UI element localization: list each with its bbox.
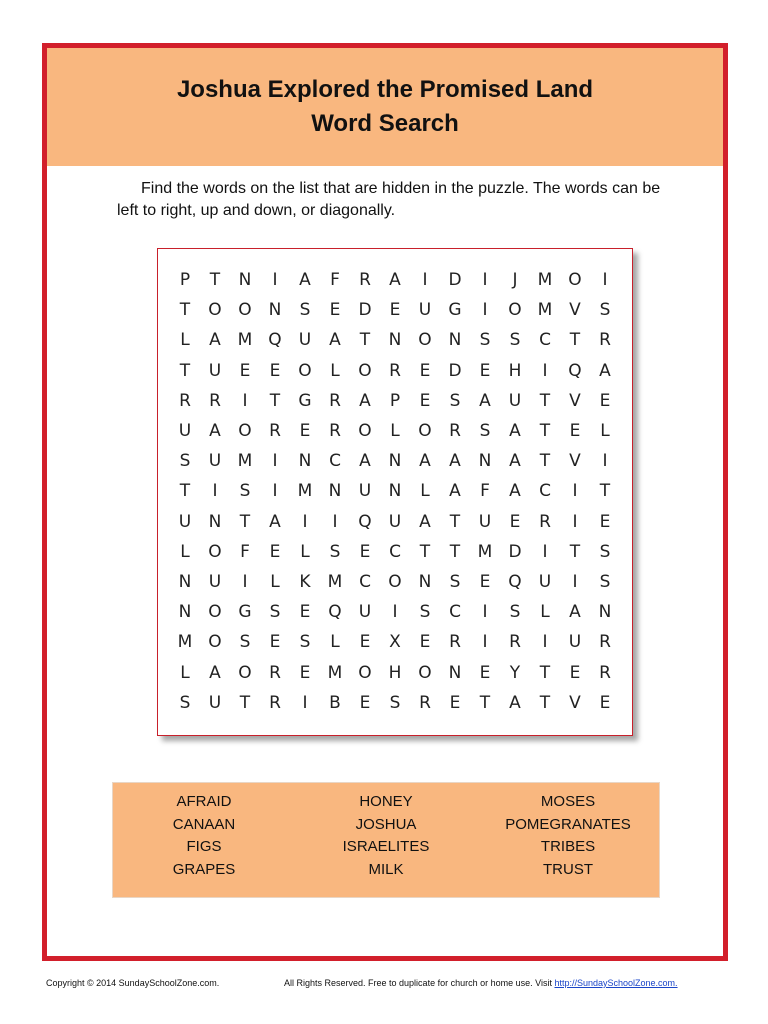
instructions-text: Find the words on the list that are hidden in the puzzle. The words can be left to right, up and down, or diagonally. [117, 180, 661, 219]
word-item: HONEY [359, 793, 413, 810]
grid-letter: X [389, 632, 401, 653]
grid-letter: S [599, 541, 611, 562]
grid-letter: S [299, 632, 311, 653]
grid-letter: I [482, 300, 488, 321]
grid-letter: R [179, 390, 191, 411]
grid-letter: S [389, 692, 401, 713]
grid-letter: R [269, 662, 281, 683]
grid-letter: L [600, 421, 610, 442]
grid-letter: I [572, 481, 578, 502]
grid-letter: Q [568, 360, 582, 381]
grid-letter: T [269, 390, 281, 411]
grid-letter: T [359, 330, 371, 351]
grid-letter: T [209, 270, 221, 291]
grid-letter: R [449, 632, 461, 653]
grid-letter: O [208, 632, 222, 653]
word-item: AFRAID [176, 793, 232, 810]
grid-letter: D [508, 541, 522, 562]
grid-letter: Q [508, 571, 522, 592]
grid-letter: E [299, 602, 311, 623]
grid-letter: E [359, 541, 371, 562]
grid-letter: N [448, 330, 462, 351]
grid-letter: O [208, 300, 222, 321]
grid-letter: E [359, 632, 371, 653]
grid-letter: A [569, 602, 581, 623]
grid-letter: E [569, 421, 581, 442]
rights-notice [284, 978, 678, 988]
grid-letter: R [209, 390, 221, 411]
grid-letter: L [330, 360, 340, 381]
grid-letter: I [542, 632, 548, 653]
grid-letter: T [479, 692, 491, 713]
grid-letter: H [508, 360, 522, 381]
grid-letter: I [482, 270, 488, 291]
word-item: FIGS [186, 838, 222, 855]
grid-letter: N [478, 451, 492, 472]
grid-letter: N [268, 300, 282, 321]
grid-letter: E [359, 692, 371, 713]
grid-letter: M [537, 270, 553, 291]
grid-letter: N [388, 481, 402, 502]
copyright-text: Copyright © 2014 SundaySchoolZone.com. [46, 978, 220, 988]
grid-letter: A [449, 451, 461, 472]
sundayschoolzone-link[interactable]: http://SundaySchoolZone.com. [554, 978, 678, 988]
grid-letter: A [509, 421, 521, 442]
grid-letter: S [599, 571, 611, 592]
grid-letter: A [479, 390, 491, 411]
grid-letter: A [419, 511, 431, 532]
grid-letter: N [208, 511, 222, 532]
grid-letter: N [298, 451, 312, 472]
grid-letter: A [509, 692, 521, 713]
grid-letter: R [599, 330, 611, 351]
grid-letter: Q [328, 602, 342, 623]
grid-letter: R [359, 270, 371, 291]
grid-letter: A [419, 451, 431, 472]
grid-letter: U [508, 390, 522, 411]
word-item: TRIBES [540, 838, 596, 855]
letter-grid [170, 265, 620, 718]
grid-letter: A [269, 511, 281, 532]
grid-letter: V [569, 692, 581, 713]
grid-letter: T [539, 451, 551, 472]
grid-letter: N [328, 481, 342, 502]
grid-letter: L [180, 662, 190, 683]
grid-letter: R [599, 632, 611, 653]
grid-letter: S [269, 602, 281, 623]
grid-letter: O [358, 662, 372, 683]
grid-letter: T [539, 692, 551, 713]
grid-letter: M [177, 632, 193, 653]
grid-letter: T [539, 662, 551, 683]
grid-letter: U [208, 692, 222, 713]
grid-letter: O [418, 421, 432, 442]
grid-letter: O [418, 330, 432, 351]
grid-letter: E [569, 662, 581, 683]
grid-letter: I [572, 571, 578, 592]
grid-letter: E [299, 421, 311, 442]
grid-letter: T [179, 360, 191, 381]
grid-letter: K [299, 571, 311, 592]
grid-letter: O [358, 360, 372, 381]
grid-letter: I [602, 451, 608, 472]
grid-letter: R [389, 360, 401, 381]
grid-letter: O [208, 541, 222, 562]
grid-letter: I [332, 511, 338, 532]
grid-letter: S [419, 602, 431, 623]
grid-letter: S [479, 421, 491, 442]
grid-letter: I [542, 541, 548, 562]
grid-letter: T [449, 511, 461, 532]
grid-letter: I [242, 571, 248, 592]
word-list-box [112, 782, 660, 898]
grid-letter: A [329, 330, 341, 351]
grid-letter: E [299, 662, 311, 683]
grid-letter: R [449, 421, 461, 442]
grid-letter: E [599, 692, 611, 713]
grid-letter: O [358, 421, 372, 442]
grid-letter: A [359, 390, 371, 411]
word-item: TRUST [543, 860, 593, 878]
word-item: ISRAELITES [342, 838, 430, 855]
grid-letter: U [538, 571, 552, 592]
grid-letter: U [208, 571, 222, 592]
grid-letter: M [297, 481, 313, 502]
grid-letter: S [599, 300, 611, 321]
grid-letter: R [269, 421, 281, 442]
grid-letter: S [449, 390, 461, 411]
grid-letter: I [482, 602, 488, 623]
grid-letter: I [602, 270, 608, 291]
grid-letter: O [388, 571, 402, 592]
page-title: Joshua Explored the Promised Land [176, 76, 594, 103]
grid-letter: C [359, 571, 371, 592]
grid-letter: V [569, 390, 581, 411]
grid-letter: E [479, 571, 491, 592]
grid-letter: R [509, 632, 521, 653]
word-item: GRAPES [172, 860, 236, 878]
grid-letter: N [448, 662, 462, 683]
grid-letter: O [208, 602, 222, 623]
grid-letter: E [509, 511, 521, 532]
word-item: POMEGRANATES [505, 815, 631, 833]
grid-letter: L [180, 330, 190, 351]
grid-letter: E [389, 300, 401, 321]
grid-letter: I [422, 270, 428, 291]
grid-letter: U [208, 451, 222, 472]
grid-letter: N [238, 270, 252, 291]
grid-letter: I [482, 632, 488, 653]
title-banner [47, 48, 723, 166]
worksheet-frame [42, 43, 728, 961]
grid-letter: N [388, 330, 402, 351]
grid-letter: E [479, 360, 491, 381]
grid-letter: A [209, 330, 221, 351]
grid-letter: A [299, 270, 311, 291]
grid-letter: A [509, 481, 521, 502]
grid-letter: D [358, 300, 372, 321]
grid-letter: T [569, 541, 581, 562]
grid-letter: T [569, 330, 581, 351]
grid-letter: O [238, 662, 252, 683]
grid-letter: M [237, 451, 253, 472]
grid-letter: I [302, 511, 308, 532]
grid-letter: H [388, 662, 402, 683]
grid-letter: U [478, 511, 492, 532]
grid-letter: O [418, 662, 432, 683]
grid-letter: S [239, 632, 251, 653]
grid-letter: L [330, 632, 340, 653]
grid-letter: J [512, 270, 518, 291]
grid-letter: M [237, 330, 253, 351]
grid-letter: M [327, 571, 343, 592]
grid-letter: C [539, 481, 551, 502]
grid-letter: N [178, 602, 192, 623]
grid-letter: S [509, 330, 521, 351]
word-item: CANAAN [172, 815, 236, 833]
word-column-1 [113, 791, 295, 881]
grid-letter: U [388, 511, 402, 532]
grid-letter: D [448, 360, 462, 381]
word-column-3 [477, 791, 659, 881]
grid-letter: G [298, 390, 312, 411]
grid-letter: T [539, 390, 551, 411]
grid-letter: U [568, 632, 582, 653]
word-item: MILK [368, 860, 404, 878]
grid-letter: C [449, 602, 461, 623]
grid-letter: S [179, 692, 191, 713]
grid-letter: Q [358, 511, 372, 532]
grid-letter: S [449, 571, 461, 592]
grid-letter: B [329, 692, 341, 713]
grid-letter: R [329, 421, 341, 442]
grid-letter: O [298, 360, 312, 381]
grid-letter: U [358, 602, 372, 623]
grid-letter: S [179, 451, 191, 472]
grid-letter: R [599, 662, 611, 683]
page-subtitle: Word Search [311, 110, 459, 137]
grid-letter: V [569, 451, 581, 472]
word-item: MOSES [540, 793, 596, 810]
grid-letter: M [477, 541, 493, 562]
grid-letter: C [329, 451, 341, 472]
grid-letter: U [418, 300, 432, 321]
word-item: JOSHUA [355, 815, 417, 833]
grid-letter: E [599, 390, 611, 411]
grid-letter: A [359, 451, 371, 472]
grid-letter: V [569, 300, 581, 321]
grid-letter: E [269, 632, 281, 653]
grid-letter: N [388, 451, 402, 472]
grid-letter: N [178, 571, 192, 592]
grid-letter: U [208, 360, 222, 381]
grid-letter: I [212, 481, 218, 502]
grid-letter: T [419, 541, 431, 562]
grid-letter: A [209, 421, 221, 442]
grid-letter: S [329, 541, 341, 562]
grid-letter: N [598, 602, 612, 623]
grid-letter: U [178, 421, 192, 442]
grid-letter: R [419, 692, 431, 713]
grid-letter: E [419, 390, 431, 411]
grid-letter: S [509, 602, 521, 623]
grid-letter: I [392, 602, 398, 623]
word-column-2 [295, 791, 477, 881]
grid-letter: A [509, 451, 521, 472]
grid-letter: C [539, 330, 551, 351]
grid-letter: T [179, 300, 191, 321]
grid-letter: Q [268, 330, 282, 351]
grid-letter: A [449, 481, 461, 502]
grid-letter: S [239, 481, 251, 502]
grid-letter: S [299, 300, 311, 321]
grid-letter: I [272, 481, 278, 502]
grid-letter: F [330, 270, 340, 291]
grid-letter: O [508, 300, 522, 321]
grid-letter: G [238, 602, 252, 623]
rights-text: All Rights Reserved. Free to duplicate for church or home use. Visit [284, 978, 552, 988]
grid-letter: Y [509, 662, 521, 683]
grid-letter: E [269, 360, 281, 381]
grid-letter: A [389, 270, 401, 291]
grid-letter: A [599, 360, 611, 381]
grid-letter: P [389, 390, 401, 411]
grid-letter: L [270, 571, 280, 592]
grid-letter: T [239, 692, 251, 713]
grid-letter: P [179, 270, 191, 291]
grid-letter: I [572, 511, 578, 532]
grid-letter: L [180, 541, 190, 562]
grid-letter: L [300, 541, 310, 562]
grid-letter: E [239, 360, 251, 381]
grid-letter: O [238, 300, 252, 321]
grid-letter: I [542, 360, 548, 381]
grid-letter: U [358, 481, 372, 502]
grid-letter: N [418, 571, 432, 592]
grid-letter: M [327, 662, 343, 683]
grid-letter: L [420, 481, 430, 502]
grid-letter: F [240, 541, 250, 562]
grid-letter: E [449, 692, 461, 713]
grid-letter: I [302, 692, 308, 713]
grid-letter: R [329, 390, 341, 411]
grid-letter: E [419, 360, 431, 381]
grid-letter: G [448, 300, 462, 321]
grid-letter: T [599, 481, 611, 502]
grid-letter: D [448, 270, 462, 291]
grid-letter: S [479, 330, 491, 351]
grid-letter: M [537, 300, 553, 321]
grid-letter: I [242, 390, 248, 411]
grid-letter: L [540, 602, 550, 623]
grid-letter: T [179, 481, 191, 502]
grid-letter: E [269, 541, 281, 562]
grid-letter: U [178, 511, 192, 532]
grid-letter: C [389, 541, 401, 562]
grid-letter: O [238, 421, 252, 442]
grid-letter: E [599, 511, 611, 532]
grid-letter: L [390, 421, 400, 442]
grid-letter: U [298, 330, 312, 351]
grid-letter: E [479, 662, 491, 683]
grid-letter: R [269, 692, 281, 713]
grid-letter: E [419, 632, 431, 653]
puzzle-box [157, 248, 633, 736]
grid-letter: O [568, 270, 582, 291]
grid-letter: A [209, 662, 221, 683]
grid-letter: E [329, 300, 341, 321]
grid-letter: F [480, 481, 490, 502]
grid-letter: I [272, 270, 278, 291]
grid-letter: R [539, 511, 551, 532]
grid-letter: T [539, 421, 551, 442]
grid-letter: T [239, 511, 251, 532]
grid-letter: T [449, 541, 461, 562]
grid-letter: I [272, 451, 278, 472]
